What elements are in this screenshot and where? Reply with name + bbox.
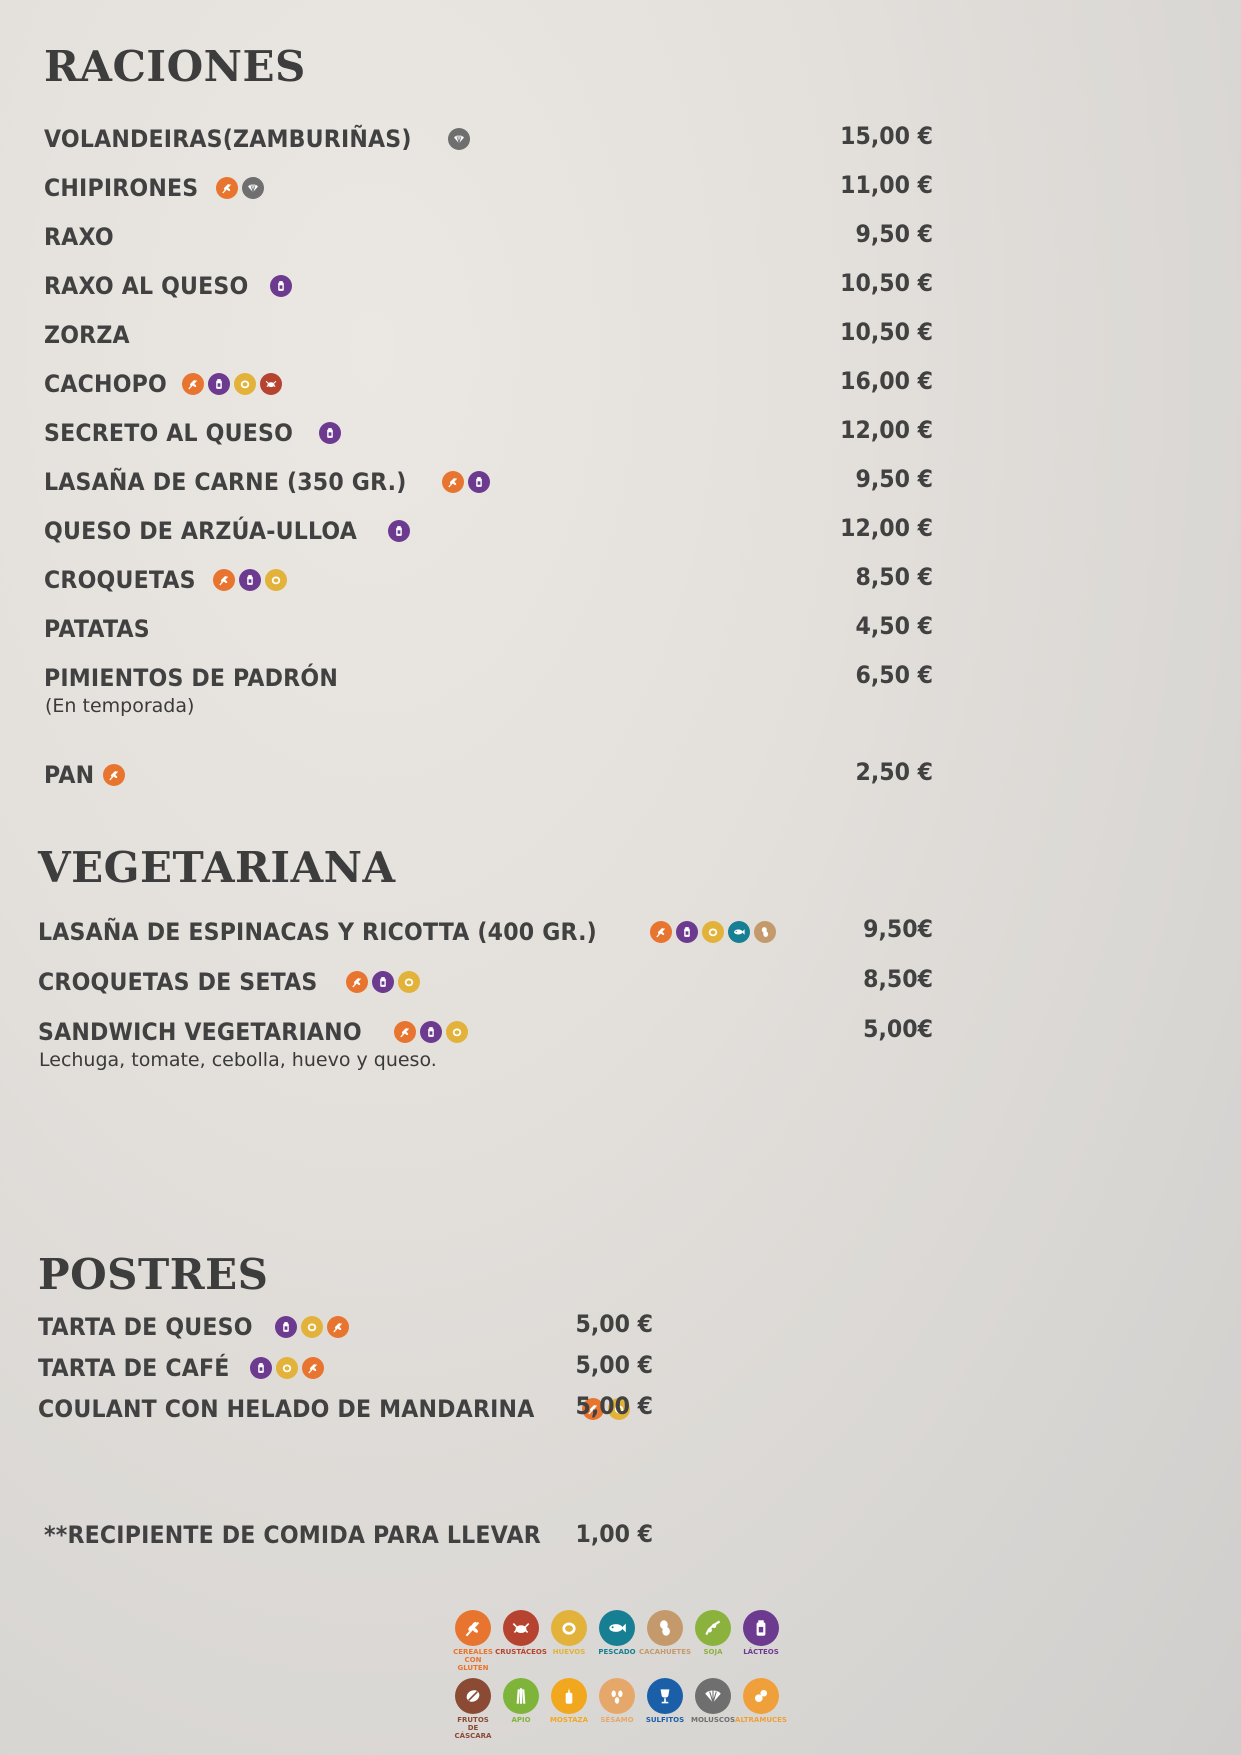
item-name: PATATAS <box>44 615 150 643</box>
legend-item <box>597 1610 637 1672</box>
menu-item <box>38 968 420 996</box>
gluten-icon <box>216 177 238 199</box>
menu-item <box>44 615 159 643</box>
legend-item <box>693 1678 733 1740</box>
lacteos-icon <box>319 422 341 444</box>
lacteos-icon <box>270 275 292 297</box>
legend-item <box>645 1678 685 1740</box>
menu-item <box>44 664 364 692</box>
lacteos-icon <box>743 1610 779 1646</box>
gluten-icon <box>394 1021 416 1043</box>
legend-row <box>453 1610 781 1672</box>
legend-label: LÁCTEOS <box>743 1648 779 1656</box>
legend-label: MOLUSCOS <box>691 1716 735 1724</box>
legend-label: CRUSTÁCEOS <box>495 1648 547 1656</box>
item-price: 12,00 € <box>840 514 933 542</box>
item-name: **RECIPIENTE DE COMIDA PARA LLEVAR <box>44 1521 541 1549</box>
item-price: 12,00 € <box>840 416 933 444</box>
item-name: RAXO <box>44 223 114 251</box>
vegetariana-title: VEGETARIANA <box>38 843 396 892</box>
moluscos-icon <box>242 177 264 199</box>
legend-label: SÉSAMO <box>600 1716 634 1724</box>
gluten-icon <box>302 1357 324 1379</box>
allergen-icons <box>394 1021 468 1043</box>
gluten-icon <box>650 921 672 943</box>
legend-label: FRUTOS DE CÁSCARA <box>454 1716 492 1740</box>
allergen-icons <box>213 569 287 591</box>
menu-item <box>38 1313 349 1341</box>
allergen-icons <box>103 764 125 786</box>
menu-item <box>44 272 292 300</box>
item-name: RAXO AL QUESO <box>44 272 249 300</box>
menu-item <box>44 566 287 594</box>
pescado-icon <box>599 1610 635 1646</box>
crustaceos-icon <box>260 373 282 395</box>
legend-item <box>549 1610 589 1672</box>
legend-item <box>597 1678 637 1740</box>
takeaway-container-price: 1,00 € <box>575 1520 653 1548</box>
lacteos-icon <box>420 1021 442 1043</box>
lacteos-icon <box>239 569 261 591</box>
item-name: CHIPIRONES <box>44 174 199 202</box>
gluten-icon <box>103 764 125 786</box>
item-name: PAN <box>44 761 95 789</box>
menu-item <box>44 321 137 349</box>
legend-label: HUEVOS <box>552 1648 586 1656</box>
lacteos-icon <box>388 520 410 542</box>
item-price: 4,50 € <box>855 612 933 640</box>
item-name: PIMIENTOS DE PADRÓN <box>44 664 338 692</box>
item-name: CROQUETAS DE SETAS <box>38 968 318 996</box>
allergen-icons <box>448 128 470 150</box>
item-price: 8,50€ <box>863 965 933 993</box>
legend-item <box>693 1610 733 1672</box>
item-price: 10,50 € <box>840 269 933 297</box>
item-name: QUESO DE ARZÚA-ULLOA <box>44 517 358 545</box>
item-name: ZORZA <box>44 321 130 349</box>
apio-icon <box>503 1678 539 1714</box>
legend-label: MOSTAZA <box>549 1716 589 1724</box>
huevos-icon <box>551 1610 587 1646</box>
item-name: CACHOPO <box>44 370 167 398</box>
lacteos-icon <box>275 1316 297 1338</box>
menu-item <box>44 517 410 545</box>
legend-item <box>495 1610 547 1672</box>
item-name: LASAÑA DE ESPINACAS Y RICOTTA (400 GR.) <box>38 918 597 946</box>
allergen-icons <box>270 275 292 297</box>
sulfitos-icon <box>647 1678 683 1714</box>
item-price: 5,00 € <box>575 1310 653 1338</box>
item-price: 5,00€ <box>863 1015 933 1043</box>
legend-label: CEREALES CON GLUTEN <box>453 1648 493 1672</box>
huevos-icon <box>398 971 420 993</box>
legend-item <box>741 1610 781 1672</box>
raciones-title: RACIONES <box>44 42 306 91</box>
menu-item <box>44 468 490 496</box>
menu-item <box>44 125 470 153</box>
menu-item <box>38 1354 324 1382</box>
menu-item <box>44 174 264 202</box>
legend-label: PESCADO <box>598 1648 636 1656</box>
lacteos-icon <box>372 971 394 993</box>
item-price: 5,00 € <box>575 1392 653 1420</box>
legend-item <box>735 1678 787 1740</box>
item-price: 16,00 € <box>840 367 933 395</box>
allergen-legend <box>453 1610 787 1740</box>
huevos-icon <box>276 1357 298 1379</box>
item-price: 2,50 € <box>855 758 933 786</box>
pescado-icon <box>728 921 750 943</box>
allergen-icons <box>182 373 282 395</box>
gluten-icon <box>455 1610 491 1646</box>
menu-item <box>38 918 776 946</box>
item-name: CROQUETAS <box>44 566 196 594</box>
moluscos-icon <box>448 128 470 150</box>
legend-item <box>638 1610 692 1672</box>
menu-item <box>44 223 120 251</box>
gluten-icon <box>182 373 204 395</box>
gluten-icon <box>213 569 235 591</box>
legend-label: APIO <box>511 1716 531 1724</box>
legend-label: ALTRAMUCES <box>735 1716 787 1724</box>
huevos-icon <box>301 1316 323 1338</box>
allergen-icons <box>388 520 410 542</box>
postres-title: POSTRES <box>38 1250 269 1299</box>
lacteos-icon <box>208 373 230 395</box>
allergen-icons <box>319 422 341 444</box>
menu-item <box>38 1018 468 1046</box>
menu-item <box>44 761 125 789</box>
item-name: COULANT CON HELADO DE MANDARINA <box>38 1395 535 1423</box>
item-description: (En temporada) <box>45 695 195 717</box>
gluten-icon <box>327 1316 349 1338</box>
legend-item <box>453 1678 493 1740</box>
legend-label: SOJA <box>703 1648 723 1656</box>
altramuces-icon <box>743 1678 779 1714</box>
lacteos-icon <box>250 1357 272 1379</box>
item-name: TARTA DE CAFÉ <box>38 1354 230 1382</box>
lacteos-icon <box>676 921 698 943</box>
huevos-icon <box>234 373 256 395</box>
crustaceos-icon <box>503 1610 539 1646</box>
item-price: 11,00 € <box>840 171 933 199</box>
item-description: Lechuga, tomate, cebolla, huevo y queso. <box>39 1049 437 1071</box>
item-price: 10,50 € <box>840 318 933 346</box>
allergen-icons <box>346 971 420 993</box>
huevos-icon <box>446 1021 468 1043</box>
mostaza-icon <box>551 1678 587 1714</box>
cacahuetes-icon <box>647 1610 683 1646</box>
item-price: 9,50 € <box>855 220 933 248</box>
huevos-icon <box>702 921 724 943</box>
item-price: 6,50 € <box>855 661 933 689</box>
legend-item <box>549 1678 589 1740</box>
item-name: VOLANDEIRAS(ZAMBURIÑAS) <box>44 125 412 153</box>
legend-row <box>453 1678 787 1740</box>
soja-icon <box>695 1610 731 1646</box>
item-name: SANDWICH VEGETARIANO <box>38 1018 362 1046</box>
item-name: SECRETO AL QUESO <box>44 419 294 447</box>
allergen-icons <box>250 1357 324 1379</box>
menu-item <box>44 419 341 447</box>
menu-item <box>44 370 282 398</box>
item-price: 9,50 € <box>855 465 933 493</box>
legend-item <box>453 1610 493 1672</box>
moluscos-icon <box>695 1678 731 1714</box>
legend-item <box>501 1678 541 1740</box>
allergen-icons <box>442 471 490 493</box>
allergen-icons <box>275 1316 349 1338</box>
item-name: TARTA DE QUESO <box>38 1313 253 1341</box>
frutos-cascara-icon <box>455 1678 491 1714</box>
item-price: 9,50€ <box>863 915 933 943</box>
item-price: 5,00 € <box>575 1351 653 1379</box>
allergen-icons <box>216 177 264 199</box>
item-price: 15,00 € <box>840 122 933 150</box>
item-name: LASAÑA DE CARNE (350 GR.) <box>44 468 407 496</box>
gluten-icon <box>442 471 464 493</box>
lacteos-icon <box>468 471 490 493</box>
huevos-icon <box>265 569 287 591</box>
legend-label: CACAHUETES <box>638 1648 692 1656</box>
item-price: 8,50 € <box>855 563 933 591</box>
gluten-icon <box>346 971 368 993</box>
legend-label: SULFITOS <box>645 1716 685 1724</box>
sesamo-icon <box>599 1678 635 1714</box>
